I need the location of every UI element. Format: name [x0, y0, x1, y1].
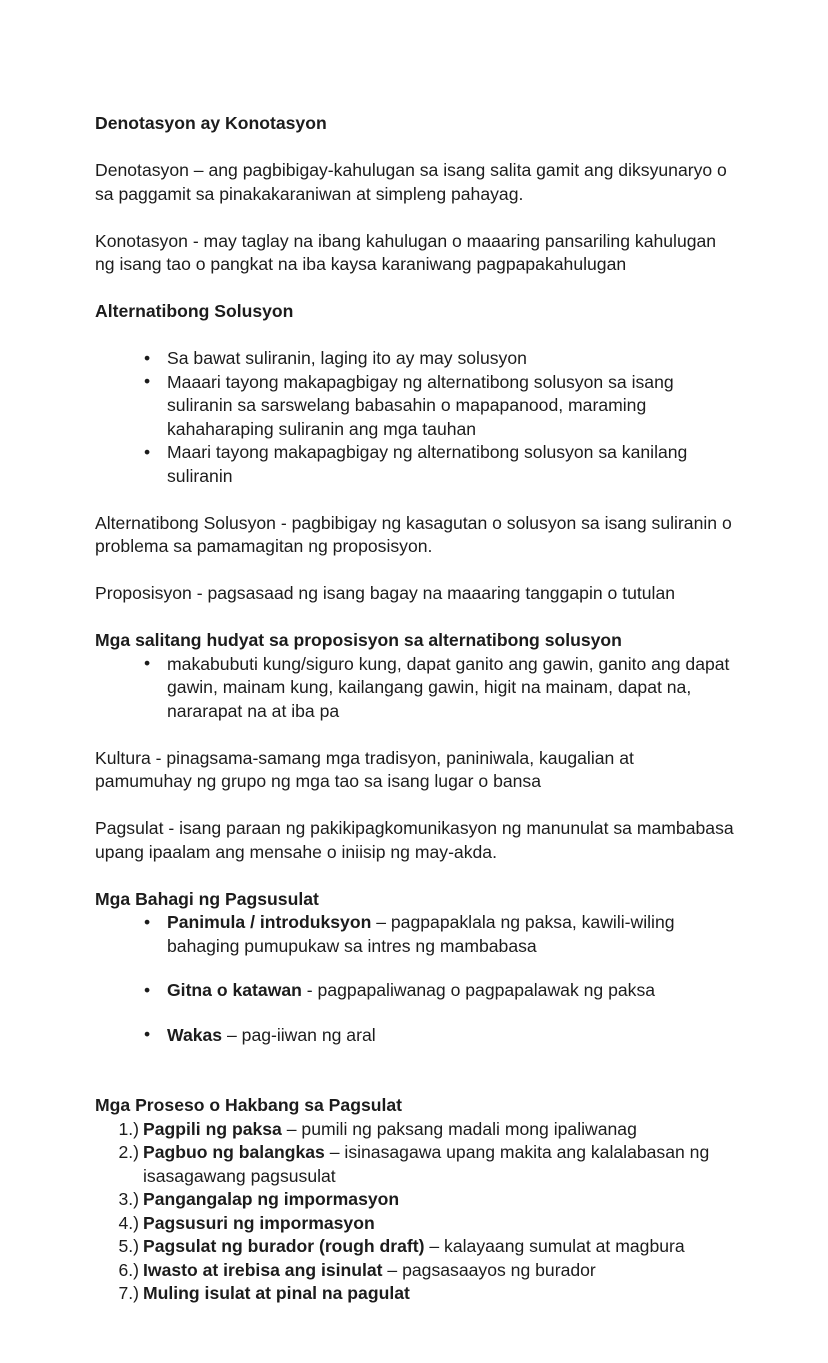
- list-item-number: 3.): [118, 1189, 139, 1209]
- paragraph-kultura-definition: Kultura - pinagsama-samang mga tradisyon, paniniwala, kaugalian at pamumuhay ng grupo ng mga tao sa isang lugar o bansa: [95, 747, 634, 791]
- list-item: • makabubuti kung/siguro kung, dapat ganito ang gawin, ganito ang dapat gawin, mainam kung, kailangang gawin, higit na mainam, dapat na, nararapat na at iba pa: [95, 653, 735, 724]
- list-item-term: Wakas: [167, 1024, 223, 1045]
- spacer: [95, 1047, 735, 1094]
- list-item-number: 2.): [118, 1142, 139, 1162]
- spacer: [95, 606, 735, 630]
- spacer: [95, 864, 735, 888]
- heading-alternatibong-solusyon: Alternatibong Solusyon: [95, 301, 294, 321]
- numbered-list-item: [95, 1118, 735, 1142]
- list-item: • Maari tayong makapagbigay ng alternatibong solusyon sa kanilang suliranin: [95, 441, 735, 488]
- list-item-description: – pag-iiwan ng aral: [222, 1024, 376, 1045]
- list-item-term: Panimula / introduksyon: [167, 912, 372, 932]
- heading-denotasyon-ay-konotasyon: Denotasyon ay Konotasyon: [95, 113, 327, 133]
- list-item: [95, 911, 735, 958]
- spacer: [95, 488, 735, 512]
- heading-mga-proseso-o-hakbang: Mga Proseso o Hakbang sa Pagsulat: [95, 1095, 403, 1115]
- list-item-number: 1.): [118, 1118, 139, 1139]
- spacer: [95, 324, 735, 348]
- list-item-term: Pagbuo ng balangkas: [143, 1142, 325, 1162]
- numbered-list-item: [95, 1282, 735, 1306]
- spacer: [95, 136, 735, 160]
- paragraph-denotasyon: Denotasyon – ang pagbibigay-kahulugan sa isang salita gamit ang diksyunaryo o sa paggamit sa pinakakaraniwan at simpleng pahayag.: [95, 160, 727, 204]
- numbered-list-item: [95, 1141, 735, 1188]
- list-item-term: Pagsulat ng burador (rough draft): [143, 1236, 425, 1256]
- list-item-description: – pumili ng paksang madali mong ipaliwanag: [281, 1118, 637, 1139]
- list-item-description: – kalayaang sumulat at magbura: [424, 1236, 685, 1256]
- list-item: [95, 1024, 735, 1048]
- list-item-term: Pagpili ng paksa: [143, 1118, 282, 1139]
- list-alternatibong-solusyon: [95, 347, 735, 488]
- paragraph-alternatibong-solusyon-definition: Alternatibong Solusyon - pagbibigay ng kasagutan o solusyon sa isang suliranin o problema sa pamamagitan ng proposisyon.: [95, 512, 732, 556]
- numbered-list-item: [95, 1212, 735, 1236]
- list-item: [95, 979, 735, 1003]
- list-item-term: Pagsusuri ng impormasyon: [143, 1212, 375, 1233]
- list-item-description: - pagpapaliwanag o pagpapalawak ng paksa: [301, 980, 656, 1000]
- list-mga-proseso-o-hakbang: [95, 1118, 735, 1306]
- list-mga-salitang-hudyat: [95, 653, 735, 724]
- list-item-number: 5.): [118, 1236, 139, 1256]
- list-item-description: – isinasagawa upang makita ang kalalabasan ng isasagawang pagsusulat: [143, 1142, 710, 1186]
- spacer: [95, 559, 735, 583]
- spacer: [95, 723, 735, 747]
- paragraph-pagsulat-definition: Pagsulat - isang paraan ng pakikipagkomunikasyon ng manunulat sa mambabasa upang ipaalam ang mensahe o iniisip ng may-akda.: [95, 818, 734, 862]
- list-item-term: Pangangalap ng impormasyon: [143, 1189, 400, 1209]
- list-item-term: Gitna o katawan: [167, 980, 302, 1000]
- list-item-number: 4.): [118, 1212, 139, 1233]
- heading-mga-bahagi-ng-pagsusulat: Mga Bahagi ng Pagsusulat: [95, 888, 319, 909]
- numbered-list-item: [95, 1259, 735, 1283]
- paragraph-konotasyon: Konotasyon - may taglay na ibang kahulugan o maaaring pansariling kahulugan ng isang tao o pangkat na iba kaysa karaniwang pagpapakahulugan: [95, 230, 717, 274]
- numbered-list-item: [95, 1235, 735, 1259]
- list-item-term: Muling isulat at pinal na pagulat: [143, 1283, 410, 1303]
- numbered-list-item: [95, 1188, 735, 1212]
- spacer: [95, 277, 735, 301]
- spacer: [95, 206, 735, 230]
- spacer: [95, 794, 735, 818]
- document-body: [95, 112, 735, 1306]
- heading-mga-salitang-hudyat: Mga salitang hudyat sa proposisyon sa alternatibong solusyon: [95, 630, 622, 650]
- list-item-description: – pagsasaayos ng burador: [382, 1259, 596, 1280]
- list-item-term: Iwasto at irebisa ang isinulat: [143, 1259, 383, 1280]
- list-item-number: 6.): [118, 1259, 139, 1280]
- list-item: • Sa bawat suliranin, laging ito ay may solusyon: [95, 347, 735, 371]
- list-item: • Maaari tayong makapagbigay ng alternatibong solusyon sa isang suliranin sa sarswelang babasahin o mapapanood, maraming kahaharaping suliranin ang mga tauhan: [95, 371, 735, 442]
- list-item-description: – pagpapaklala ng paksa, kawili-wiling bahaging pumupukaw sa intres ng mambabasa: [167, 912, 675, 956]
- paragraph-proposisyon-definition: Proposisyon - pagsasaad ng isang bagay na maaaring tanggapin o tutulan: [95, 583, 676, 603]
- list-item-number: 7.): [118, 1283, 139, 1303]
- list-mga-bahagi-ng-pagsusulat: [95, 911, 735, 1047]
